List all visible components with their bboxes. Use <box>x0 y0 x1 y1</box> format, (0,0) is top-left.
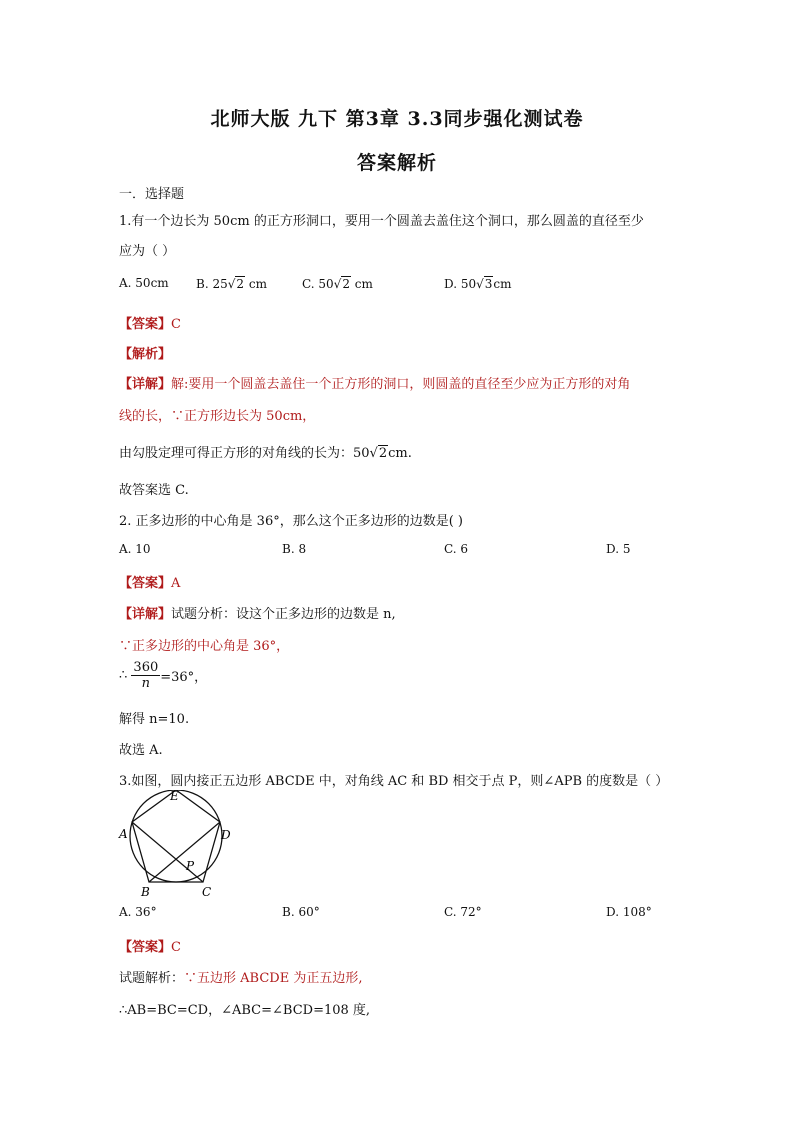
q1-option-b-radicand: 2 <box>236 277 245 291</box>
q2-fraction-line <box>119 660 207 691</box>
q1-conclusion: 故答案选 C. <box>119 483 189 498</box>
detail-text: 线的长， <box>119 409 172 424</box>
q2-answer <box>119 572 180 591</box>
q1-detail-line2 <box>119 405 315 424</box>
q1-option-b-prefix: B. 25 <box>196 277 228 291</box>
q1-option-c-unit: cm <box>354 277 373 291</box>
sqrt-symbol: √2 <box>227 277 245 291</box>
q2-option-b: B. 8 <box>282 542 307 556</box>
label-p: P <box>186 859 195 873</box>
q2-conclusion: 故选 A. <box>119 743 163 758</box>
sqrt-symbol: √2 <box>333 277 350 291</box>
therefore-symbol: ∴ <box>119 668 128 683</box>
q1-detail-line1 <box>119 373 630 392</box>
detail-unit: cm. <box>388 446 412 461</box>
q3-analysis-line1 <box>119 967 362 986</box>
q1-answer <box>119 313 181 332</box>
q1-option-b <box>196 276 267 291</box>
q2-detail-line1 <box>119 603 396 622</box>
fraction-denominator: n <box>141 676 151 691</box>
q1-option-c <box>302 276 373 291</box>
label-e: E <box>170 790 179 803</box>
detail-text: 由勾股定理可得正方形的对角线的长为：50 <box>119 446 370 461</box>
q3-option-d: D. 108° <box>606 905 652 919</box>
answer-value: A <box>171 576 181 591</box>
detail-tag: 【详解】 <box>119 607 172 622</box>
detail-tag: 【详解】 <box>119 377 172 392</box>
fraction <box>131 660 160 691</box>
detail-text: 解:要用一个圆盖去盖住一个正方形的洞口，则圆盖的直径至少应为正方形的对角 <box>171 377 631 392</box>
q2-stem: 2. 正多边形的中心角是 36°，那么这个正多边形的边数是( ) <box>119 514 463 529</box>
label-b: B <box>141 885 150 899</box>
label-c: C <box>202 885 212 899</box>
q1-option-a: A. 50cm <box>119 276 169 290</box>
q2-solve: 解得 n=10. <box>119 712 190 727</box>
section-heading: 一．选择题 <box>119 187 185 202</box>
q1-option-d-prefix: D. 50 <box>444 277 477 291</box>
diagonal-ac <box>132 822 203 882</box>
q1-stem-line1: 1.有一个边长为 50cm 的正方形洞口，要用一个圆盖去盖住这个洞口，那么圆盖的直径至少 <box>119 214 644 229</box>
answer-tag: 【答案】 <box>119 317 172 332</box>
q1-stem-line2: 应为（ ） <box>119 244 176 259</box>
q1-option-c-radicand: 2 <box>342 277 350 291</box>
fraction-numerator: 360 <box>133 660 159 675</box>
q3-option-a: A. 36° <box>119 905 157 919</box>
detail-given: ∵正方形边长为 50cm， <box>171 409 316 424</box>
label-d: D <box>221 828 231 842</box>
q3-stem: 3.如图，圆内接正五边形 ABCDE 中，对角线 AC 和 BD 相交于点 P，则∠APB 的度数是（ ） <box>119 774 669 789</box>
q2-given: ∵正多边形的中心角是 36°， <box>119 639 290 654</box>
analysis-given: ∵五边形 ABCDE 为正五边形, <box>184 971 363 986</box>
answer-value: C <box>171 317 181 332</box>
q1-option-c-prefix: C. 50 <box>302 277 334 291</box>
q1-analysis-tag <box>119 343 171 362</box>
label-a: A <box>119 827 128 841</box>
q3-option-b: B. 60° <box>282 905 320 919</box>
answer-tag: 【答案】 <box>119 576 172 591</box>
pentagon-figure <box>117 790 232 900</box>
q3-analysis-line2: ∴AB=BC=CD，∠ABC=∠BCD=108 度, <box>119 1003 371 1018</box>
q1-detail-line3 <box>119 442 412 461</box>
document-title: 北师大版 九下 第3章 3.3同步强化测试卷 <box>210 108 584 130</box>
pentagon-outline <box>132 790 220 882</box>
detail-text: 试题分析：设这个正多边形的边数是 n, <box>171 607 396 622</box>
circumcircle <box>130 790 222 882</box>
diagonal-bd <box>149 822 220 882</box>
q2-option-d: D. 5 <box>606 542 631 556</box>
q1-option-d-unit: cm <box>493 277 512 291</box>
q1-option-d <box>444 276 512 291</box>
answer-tag: 【答案】 <box>119 940 172 955</box>
answer-value: C <box>171 940 181 955</box>
q3-option-c: C. 72° <box>444 905 482 919</box>
analysis-tag: 【解析】 <box>119 347 172 362</box>
q1-option-d-radicand: 3 <box>484 277 493 291</box>
q2-option-a: A. 10 <box>119 542 151 556</box>
q3-answer <box>119 936 181 955</box>
sqrt-symbol: √3 <box>476 277 493 291</box>
q1-option-b-unit: cm <box>248 277 267 291</box>
document-subtitle: 答案解析 <box>356 152 437 174</box>
detail-radicand: 2 <box>378 446 388 461</box>
sqrt-symbol: √2 <box>369 446 388 461</box>
analysis-prefix: 试题解析： <box>119 971 185 986</box>
q2-option-c: C. 6 <box>444 542 469 556</box>
fraction-result: =36°， <box>160 670 208 685</box>
